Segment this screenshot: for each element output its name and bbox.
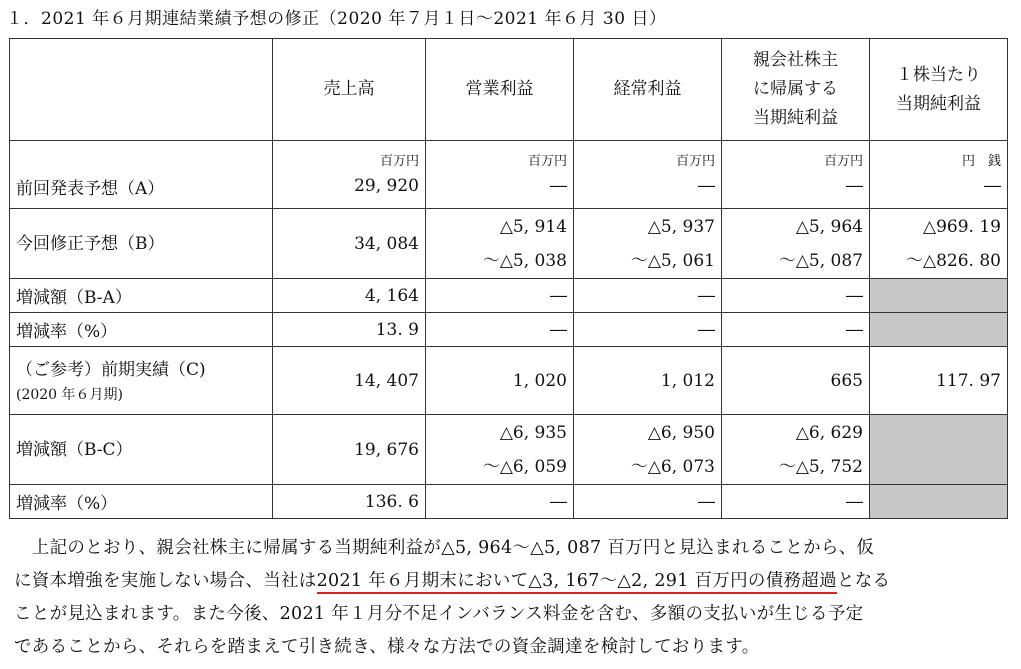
paragraph-line: [14, 565, 1010, 598]
cell-rate-ba-ordinary: ―: [574, 313, 722, 347]
table-row: [10, 485, 1008, 519]
cell-rate-bc-sales: 136. 6: [273, 485, 426, 519]
row-label-change-bc: 増減額（B-C）: [10, 415, 273, 485]
shaded-cell: [870, 485, 1008, 519]
cell-value-line1: △6, 950: [647, 422, 715, 443]
cell-revised-eps: [870, 209, 1008, 279]
cell-value-line2: ～△826. 80: [906, 250, 1001, 271]
cell-value-line1: △6, 935: [499, 422, 567, 443]
cell-value-line2: ～△6, 059: [482, 456, 567, 477]
cell-revised-operating: [426, 209, 574, 279]
cell-prev-forecast-eps: [870, 141, 1008, 209]
cell-prev-forecast-sales: [273, 141, 426, 209]
unit-label: 円 銭: [961, 153, 1001, 169]
cell-prev-forecast-ordinary: [574, 141, 722, 209]
cell-change-ba-operating: ―: [426, 279, 574, 313]
row-label-text: （ご参考）前期実績（C): [16, 359, 206, 380]
row-label-change-ba: 増減額（B-A）: [10, 279, 273, 313]
cell-value: ―: [698, 175, 715, 196]
cell-change-ba-sales: 4, 164: [273, 279, 426, 313]
cell-revised-sales: 34, 084: [273, 209, 426, 279]
paragraph-text: に資本増強を実施しない場合、当社は: [14, 571, 317, 591]
cell-prev-actual-eps: 117. 97: [870, 347, 1008, 415]
row-sublabel-text: (2020 年６月期): [16, 386, 124, 403]
cell-change-ba-ordinary: ―: [574, 279, 722, 313]
cell-rate-bc-operating: ―: [426, 485, 574, 519]
row-label-revised-forecast: 今回修正予想（B）: [10, 209, 273, 279]
header-eps: [870, 39, 1008, 141]
table-row: [10, 141, 1008, 209]
cell-value-line1: △5, 964: [795, 216, 863, 237]
cell-prev-actual-sales: 14, 407: [273, 347, 426, 415]
row-label-text: 前回発表予想（A）: [16, 178, 165, 199]
row-label-rate-ba: 増減率（%）: [10, 313, 273, 347]
underlined-highlight: 2021 年６月期末において△3, 167～△2, 291 百万円の債務超過: [317, 571, 837, 594]
cell-value-line2: ～△5, 752: [778, 456, 863, 477]
cell-change-ba-net: ―: [722, 279, 870, 313]
cell-value-line1: △969. 19: [923, 216, 1001, 237]
cell-value: ―: [846, 175, 863, 196]
table-row: [10, 415, 1008, 485]
forecast-revision-table: [9, 38, 1008, 519]
cell-value-line2: ～△5, 087: [778, 250, 863, 271]
row-label-prev-actual: [10, 347, 273, 415]
cell-prev-actual-ordinary: 1, 012: [574, 347, 722, 415]
cell-value: ―: [984, 175, 1001, 196]
shaded-cell: [870, 279, 1008, 313]
paragraph-line: であることから、それらを踏まえて引き続き、様々な方法での資金調達を検討しております。: [14, 637, 760, 657]
header-net-profit-line2: に帰属する: [753, 79, 838, 99]
cell-revised-net: [722, 209, 870, 279]
header-sales: 売上高: [273, 39, 426, 141]
cell-value-line2: ～△6, 073: [630, 456, 715, 477]
cell-rate-ba-operating: ―: [426, 313, 574, 347]
cell-value-line1: △5, 937: [647, 216, 715, 237]
cell-value-line2: ～△5, 061: [630, 250, 715, 271]
header-ordinary-profit: 経常利益: [574, 39, 722, 141]
table-header-row: [10, 39, 1008, 141]
cell-prev-actual-operating: 1, 020: [426, 347, 574, 415]
paragraph-line: 上記のとおり、親会社株主に帰属する当期純利益が△5, 964～△5, 087 百万円と見込まれることから、仮: [14, 538, 875, 558]
table-row: [10, 209, 1008, 279]
header-operating-profit: 営業利益: [426, 39, 574, 141]
paragraph-line: ことが見込まれます。また今後、2021 年１月分不足インバランス料金を含む、多額の支払いが生じる予定: [14, 604, 864, 624]
cell-value: ―: [550, 175, 567, 196]
cell-change-bc-ordinary: [574, 415, 722, 485]
cell-change-bc-operating: [426, 415, 574, 485]
row-label-rate-bc: 増減率（%）: [10, 485, 273, 519]
shaded-cell: [870, 415, 1008, 485]
cell-rate-bc-ordinary: ―: [574, 485, 722, 519]
paragraph-text: となる: [836, 571, 891, 591]
header-net-profit-line3: 当期純利益: [753, 108, 838, 128]
unit-label: 百万円: [527, 153, 567, 169]
section-title: １．2021 年６月期連結業績予想の修正（2020 年７月１日～2021 年６月 30 日）: [6, 9, 667, 29]
cell-prev-forecast-net: [722, 141, 870, 209]
unit-label: 百万円: [675, 153, 715, 169]
cell-value-line2: ～△5, 038: [482, 250, 567, 271]
header-net-profit-line1: 親会社株主: [753, 50, 838, 70]
table-row: [10, 279, 1008, 313]
unit-label: 百万円: [823, 153, 863, 169]
cell-change-bc-net: [722, 415, 870, 485]
cell-value-line1: △6, 629: [795, 422, 863, 443]
table-row: [10, 347, 1008, 415]
cell-value: 29, 920: [354, 175, 419, 196]
cell-change-bc-sales: 19, 676: [273, 415, 426, 485]
cell-revised-ordinary: [574, 209, 722, 279]
cell-prev-actual-net: 665: [722, 347, 870, 415]
header-eps-line1: １株当たり: [896, 64, 981, 85]
header-blank: [10, 39, 273, 141]
table-row: [10, 313, 1008, 347]
cell-rate-ba-sales: 13. 9: [273, 313, 426, 347]
header-net-profit: [722, 39, 870, 141]
shaded-cell: [870, 313, 1008, 347]
cell-prev-forecast-operating: [426, 141, 574, 209]
explanation-paragraph: [14, 532, 1010, 664]
cell-rate-ba-net: ―: [722, 313, 870, 347]
cell-value-line1: △5, 914: [499, 216, 567, 237]
row-label-prev-forecast: [10, 141, 273, 209]
header-eps-line2: 当期純利益: [896, 93, 981, 114]
cell-rate-bc-net: ―: [722, 485, 870, 519]
unit-label: 百万円: [379, 153, 419, 169]
